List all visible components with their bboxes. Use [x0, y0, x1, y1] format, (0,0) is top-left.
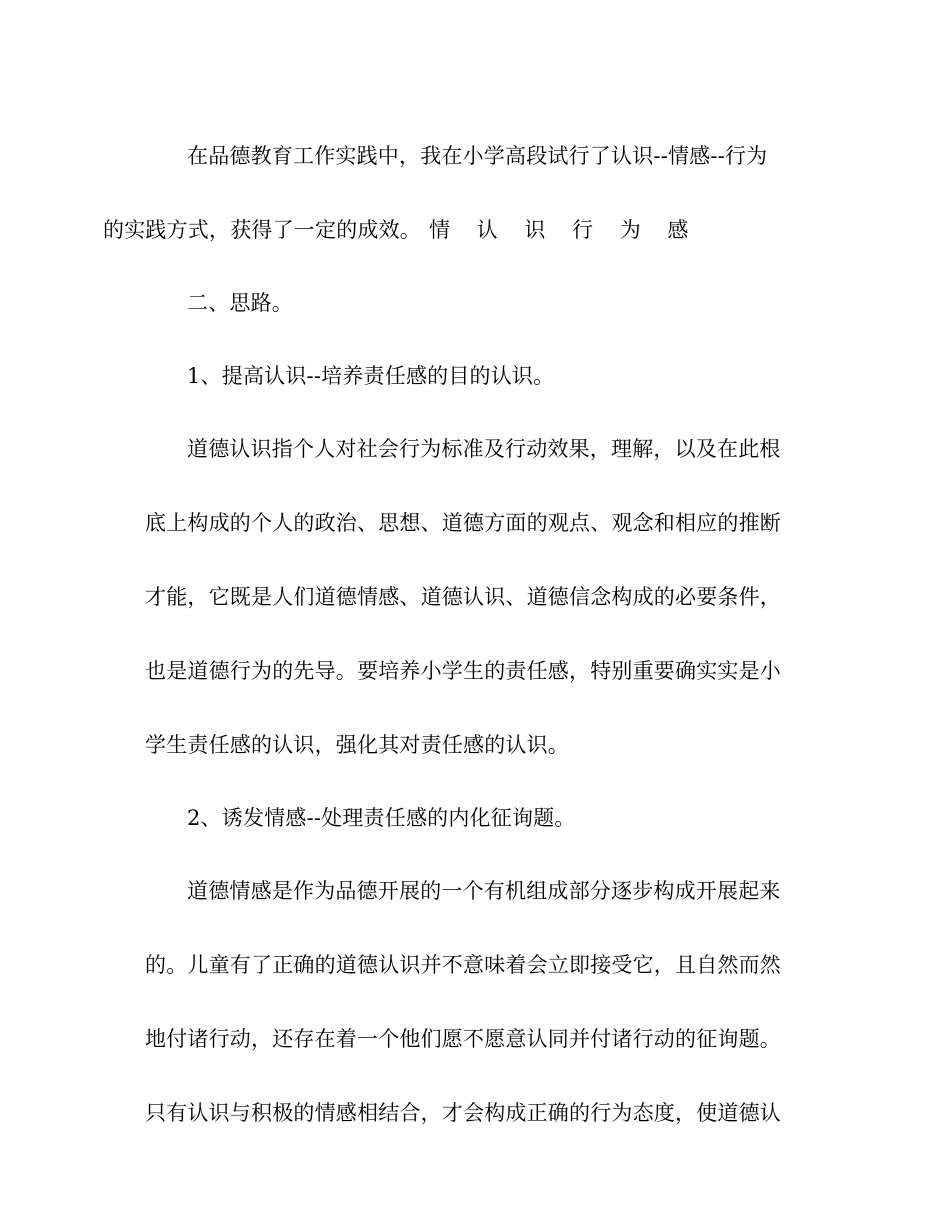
text-line: 只有认识与积极的情感相结合，才会构成正确的行为态度，使道德认 — [145, 1101, 781, 1125]
scattered-characters: 情 认 识 行 为 感 — [429, 218, 699, 242]
text-line: 道德认识指个人对社会行为标准及行动效果，理解，以及在此根 — [187, 437, 781, 461]
paragraph-moral-emotion — [145, 873, 805, 1132]
text-line: 道德情感是作为品德开展的一个有机组成部分逐步构成开展起来 — [187, 879, 781, 903]
text-line: 地付诸行动，还存在着一个他们愿不愿意认同并付诸行动的征询题。 — [145, 1027, 781, 1051]
text-line: 底上构成的个人的政治、思想、道德方面的观点、观念和相应的推断 — [145, 511, 781, 535]
text-line: 1、提高认识--培养责任感的目的认识。 — [187, 364, 555, 388]
text-line: 才能，它既是人们道德情感、道德认识、道德信念构成的必要条件， — [145, 585, 781, 609]
text-line: 二、思路。 — [187, 291, 293, 315]
subheading-2 — [145, 800, 805, 837]
text-line: 学生责任感的认识，强化其对责任感的认识。 — [145, 733, 569, 757]
text-line — [103, 212, 805, 249]
document-body — [103, 138, 805, 1132]
text-line: 也是道德行为的先导。要培养小学生的责任感，特别重要确实实是小 — [145, 659, 781, 683]
paragraph-moral-cognition — [145, 431, 805, 764]
paragraph-intro — [103, 138, 805, 249]
text-line: 在品德教育工作实践中，我在小学高段试行了认识--情感--行为 — [187, 144, 768, 168]
subheading-1 — [145, 358, 805, 395]
text-line: 2、诱发情感--处理责任感的内化征询题。 — [187, 806, 576, 830]
text-line-content: 的实践方式，获得了一定的成效。 — [103, 218, 421, 242]
section-heading-ideas — [145, 285, 805, 322]
text-line: 的。儿童有了正确的道德认识并不意味着会立即接受它，且自然而然 — [145, 953, 781, 977]
